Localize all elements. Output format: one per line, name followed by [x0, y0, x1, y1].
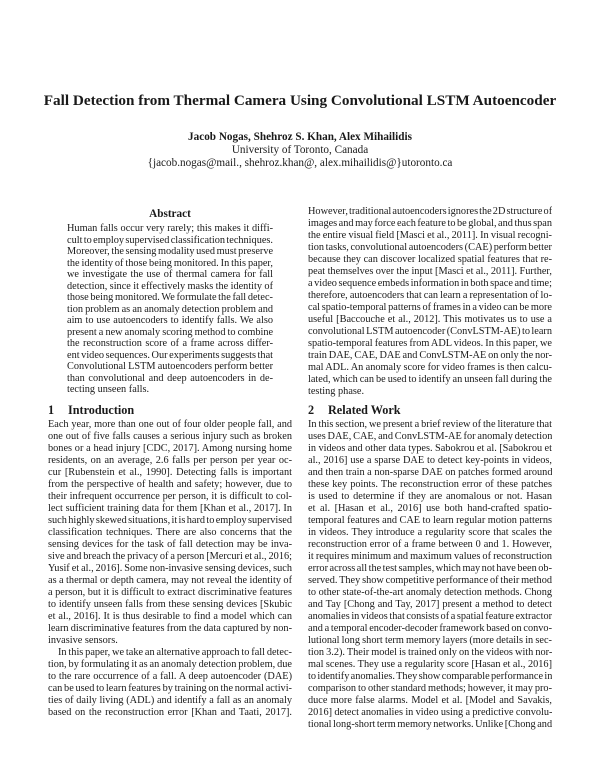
text-line: one out of five falls causes a serious injury such as broken [48, 431, 292, 442]
text-line: and Tay [Chong and Tay, 2017] present a method to detect [308, 599, 552, 610]
text-line: However, traditional autoencoders ignores the 2D structure of [308, 206, 552, 217]
text-line: 2016] detect anomalies in video using a predictive convolu- [308, 707, 552, 718]
text-line: in videos. They introduce a regularity score that scales the [308, 527, 552, 538]
text-line: reconstruction error of a frame between 0 and 1. However, [308, 539, 552, 550]
affiliation: University of Toronto, Canada [231, 144, 369, 156]
text-line: al., 2016] use a sparse DAE to detect key-points in videos, [308, 455, 552, 466]
text-line: classification techniques. There are also concerns that the [48, 527, 292, 538]
text-line: from the perspective of health and safety; however, due to [48, 479, 292, 490]
text-line: tion tasks, convolutional autoencoders (CAE) perform better [308, 242, 552, 253]
text-line: Each year, more than one out of four older people fall, and [48, 419, 292, 430]
text-line: sive and breach the privacy of a person [Mercuri et al., 2016; [48, 551, 292, 562]
text-line: detection, since it effectively masks the identity of [67, 280, 273, 292]
section-title: Introduction [68, 403, 135, 417]
text-line: served. They show competitive performance of their method [308, 575, 552, 586]
text-line: those being monitored. We formulate the fall detec- [67, 292, 273, 303]
text-line: it requires minimum and maximum values of reconstruction [308, 551, 552, 562]
text-line: cult to employ supervised classification techniques. [67, 234, 273, 246]
text-line: as a thermal or depth camera, may not reveal the identity of [48, 575, 292, 586]
text-line: to the rare occurrence of a fall. A deep autoencoder (DAE) [48, 671, 292, 682]
text-line: their infrequent occurrence per person, it is difficult to col- [48, 491, 292, 502]
text-line: Convolutional LSTM autoencoders perform better [67, 361, 273, 372]
section-heading-related-work [308, 403, 401, 417]
text-line: a person, but it is difficult to extract discriminative features [48, 587, 292, 598]
text-line: tional long-short term memory networks. Unlike [Chong and [308, 719, 552, 730]
text-line: present a new anomaly scoring method to combine [67, 326, 273, 338]
text-line: tion 3.2). Their model is trained only on the videos with nor- [308, 647, 552, 658]
introduction-body [48, 419, 292, 719]
text-line: lect sufficient training data for them [Khan et al., 2017]. In [48, 503, 292, 514]
text-line: convolutional LSTM autoencoder (ConvLSTM-AE) to learn [308, 326, 552, 337]
paper-title: Fall Detection from Thermal Camera Using Convolutional LSTM Autoencoder [43, 92, 557, 109]
author-emails: {jacob.nogas@mail., shehroz.khan@, alex.mihailidis@}utoronto.ca [147, 157, 453, 169]
text-line: mal ADL. An anomaly score for video frames is then calcu- [308, 362, 552, 373]
text-line: lated, which can be used to identify an unseen fall during the [308, 374, 552, 385]
text-line: tion problem as an anomaly detection problem and [67, 303, 273, 315]
text-line: and then train a non-sparse DAE on patches formed around [308, 467, 552, 478]
section-number: 2 [308, 403, 315, 417]
text-line: temporal features and CAE to learn regular motion patterns [308, 515, 552, 526]
text-line: to identify anomalies. They show comparable performance in [308, 671, 552, 682]
text-line: Moreover, the sensing modality used must preserve [67, 246, 273, 257]
text-line: therefore, autoencoders that can learn a representation of lo- [308, 290, 552, 301]
text-line: the entire visual field [Masci et al., 2011]. In visual recogni- [308, 230, 552, 241]
paragraph [48, 647, 292, 719]
text-line: we investigate the use of thermal camera for fall [67, 269, 273, 280]
text-line: can be used to learn features by training on the normal activi- [48, 683, 292, 694]
text-line: than convolutional and deep autoencoders in de- [67, 372, 273, 384]
section-title: Related Work [328, 403, 401, 417]
text-line: bones or a head injury [CDC, 2017]. Among nursing home [48, 443, 292, 454]
text-line: residents, on an average, 2.6 falls per person per year oc- [48, 455, 292, 466]
abstract-heading: Abstract [149, 208, 191, 220]
text-line: In this section, we present a brief review of the literature that [308, 419, 552, 430]
related-work-body [308, 419, 552, 731]
text-line: mal scenes. They use a regularity score [Hasan et al., 2016] [308, 659, 552, 670]
text-line: comparison to other standard methods; however, it may pro- [308, 683, 552, 694]
text-line: because they can discover localized spatial features that re- [308, 254, 552, 265]
abstract-body [67, 223, 273, 396]
text-line: peat themselves over the input [Masci et al., 2011]. Further, [308, 266, 552, 277]
text-line: lutional long short term memory layers (more details in sec- [308, 635, 552, 646]
text-line: Yusif et al., 2016]. Some non-invasive sensing devices, such [48, 563, 292, 574]
section-heading-introduction [48, 403, 134, 417]
text-line: these key points. The reconstruction error of these patches [308, 479, 552, 490]
text-line: cur [Rubenstein et al., 1990]. Detecting falls is important [48, 467, 292, 478]
text-line: et al. [Hasan et al., 2016] use both hand-crafted spatio- [308, 503, 552, 514]
text-line: a video sequence embeds information in both space and time; [308, 278, 552, 289]
text-line: to identify unseen falls from these sensing devices [Skubic [48, 599, 292, 610]
text-line: aim to use autoencoders to identify falls. We also [67, 315, 273, 326]
text-line: train DAE, CAE, DAE and ConvLSTM-AE on only the nor- [308, 350, 552, 361]
text-line: in videos and other data types. Sabokrou et al. [Sabokrou et [308, 443, 552, 454]
text-line: such highly skewed situations, it is hard to employ supervised [48, 515, 292, 526]
paragraph [48, 419, 292, 647]
text-line: cal spatio-temporal patterns of frames in a video can be more [308, 302, 552, 313]
text-line: et al., 2016]. It is thus desirable to find a model which can [48, 611, 292, 622]
text-line: is used to determine if they are anomalous or not. Hasan [308, 491, 552, 502]
text-line: In this paper, we take an alternative approach to fall detec- [58, 647, 292, 658]
text-line: the reconstruction score of a frame across differ- [67, 338, 273, 349]
text-line: anomalies in videos that consists of a spatial feature extractor [308, 611, 552, 622]
text-line: ties of daily living (ADL) and identify a fall as an anomaly [48, 695, 292, 706]
text-line: useful [Baccouche et al., 2012]. This motivates us to use a [308, 314, 552, 325]
text-line: uses DAE, CAE, and ConvLSTM-AE for anomaly detection [308, 431, 552, 442]
text-line: duce more false alarms. Model et al. [Model and Savakis, [308, 695, 552, 706]
text-line: tion, by formulating it as an anomaly detection problem, due [48, 659, 292, 670]
text-line: invasive sensors. [48, 635, 118, 646]
text-line: tecting unseen falls. [67, 384, 150, 395]
text-line: error across all the test samples, which may not have been ob- [308, 563, 552, 574]
text-line: based on the reconstruction error [Khan and Taati, 2017]. [48, 707, 292, 718]
text-line: spatio-temporal features from ADL videos. In this paper, we [308, 338, 552, 349]
text-line: Human falls occur very rarely; this makes it diffi- [67, 223, 273, 234]
author-list: Jacob Nogas, Shehroz S. Khan, Alex Mihailidis [188, 131, 412, 143]
text-line: the identity of those being monitored. In this paper, [67, 257, 273, 269]
text-line: to other state-of-the-art anomaly detection methods. Chong [308, 587, 552, 598]
text-line: learn discriminative features from the data captured by non- [48, 623, 292, 634]
section-number: 1 [48, 403, 55, 417]
right-column-intro-continued [308, 206, 552, 398]
text-line: testing phase. [308, 386, 365, 397]
text-line: ent video sequences. Our experiments suggests that [67, 349, 273, 361]
text-line: sensing devices for the task of fall detection may be inva- [48, 539, 292, 550]
text-line: and a temporal encoder-decoder framework based on convo- [308, 623, 552, 634]
text-line: images and may force each feature to be global, and thus span [308, 218, 552, 229]
